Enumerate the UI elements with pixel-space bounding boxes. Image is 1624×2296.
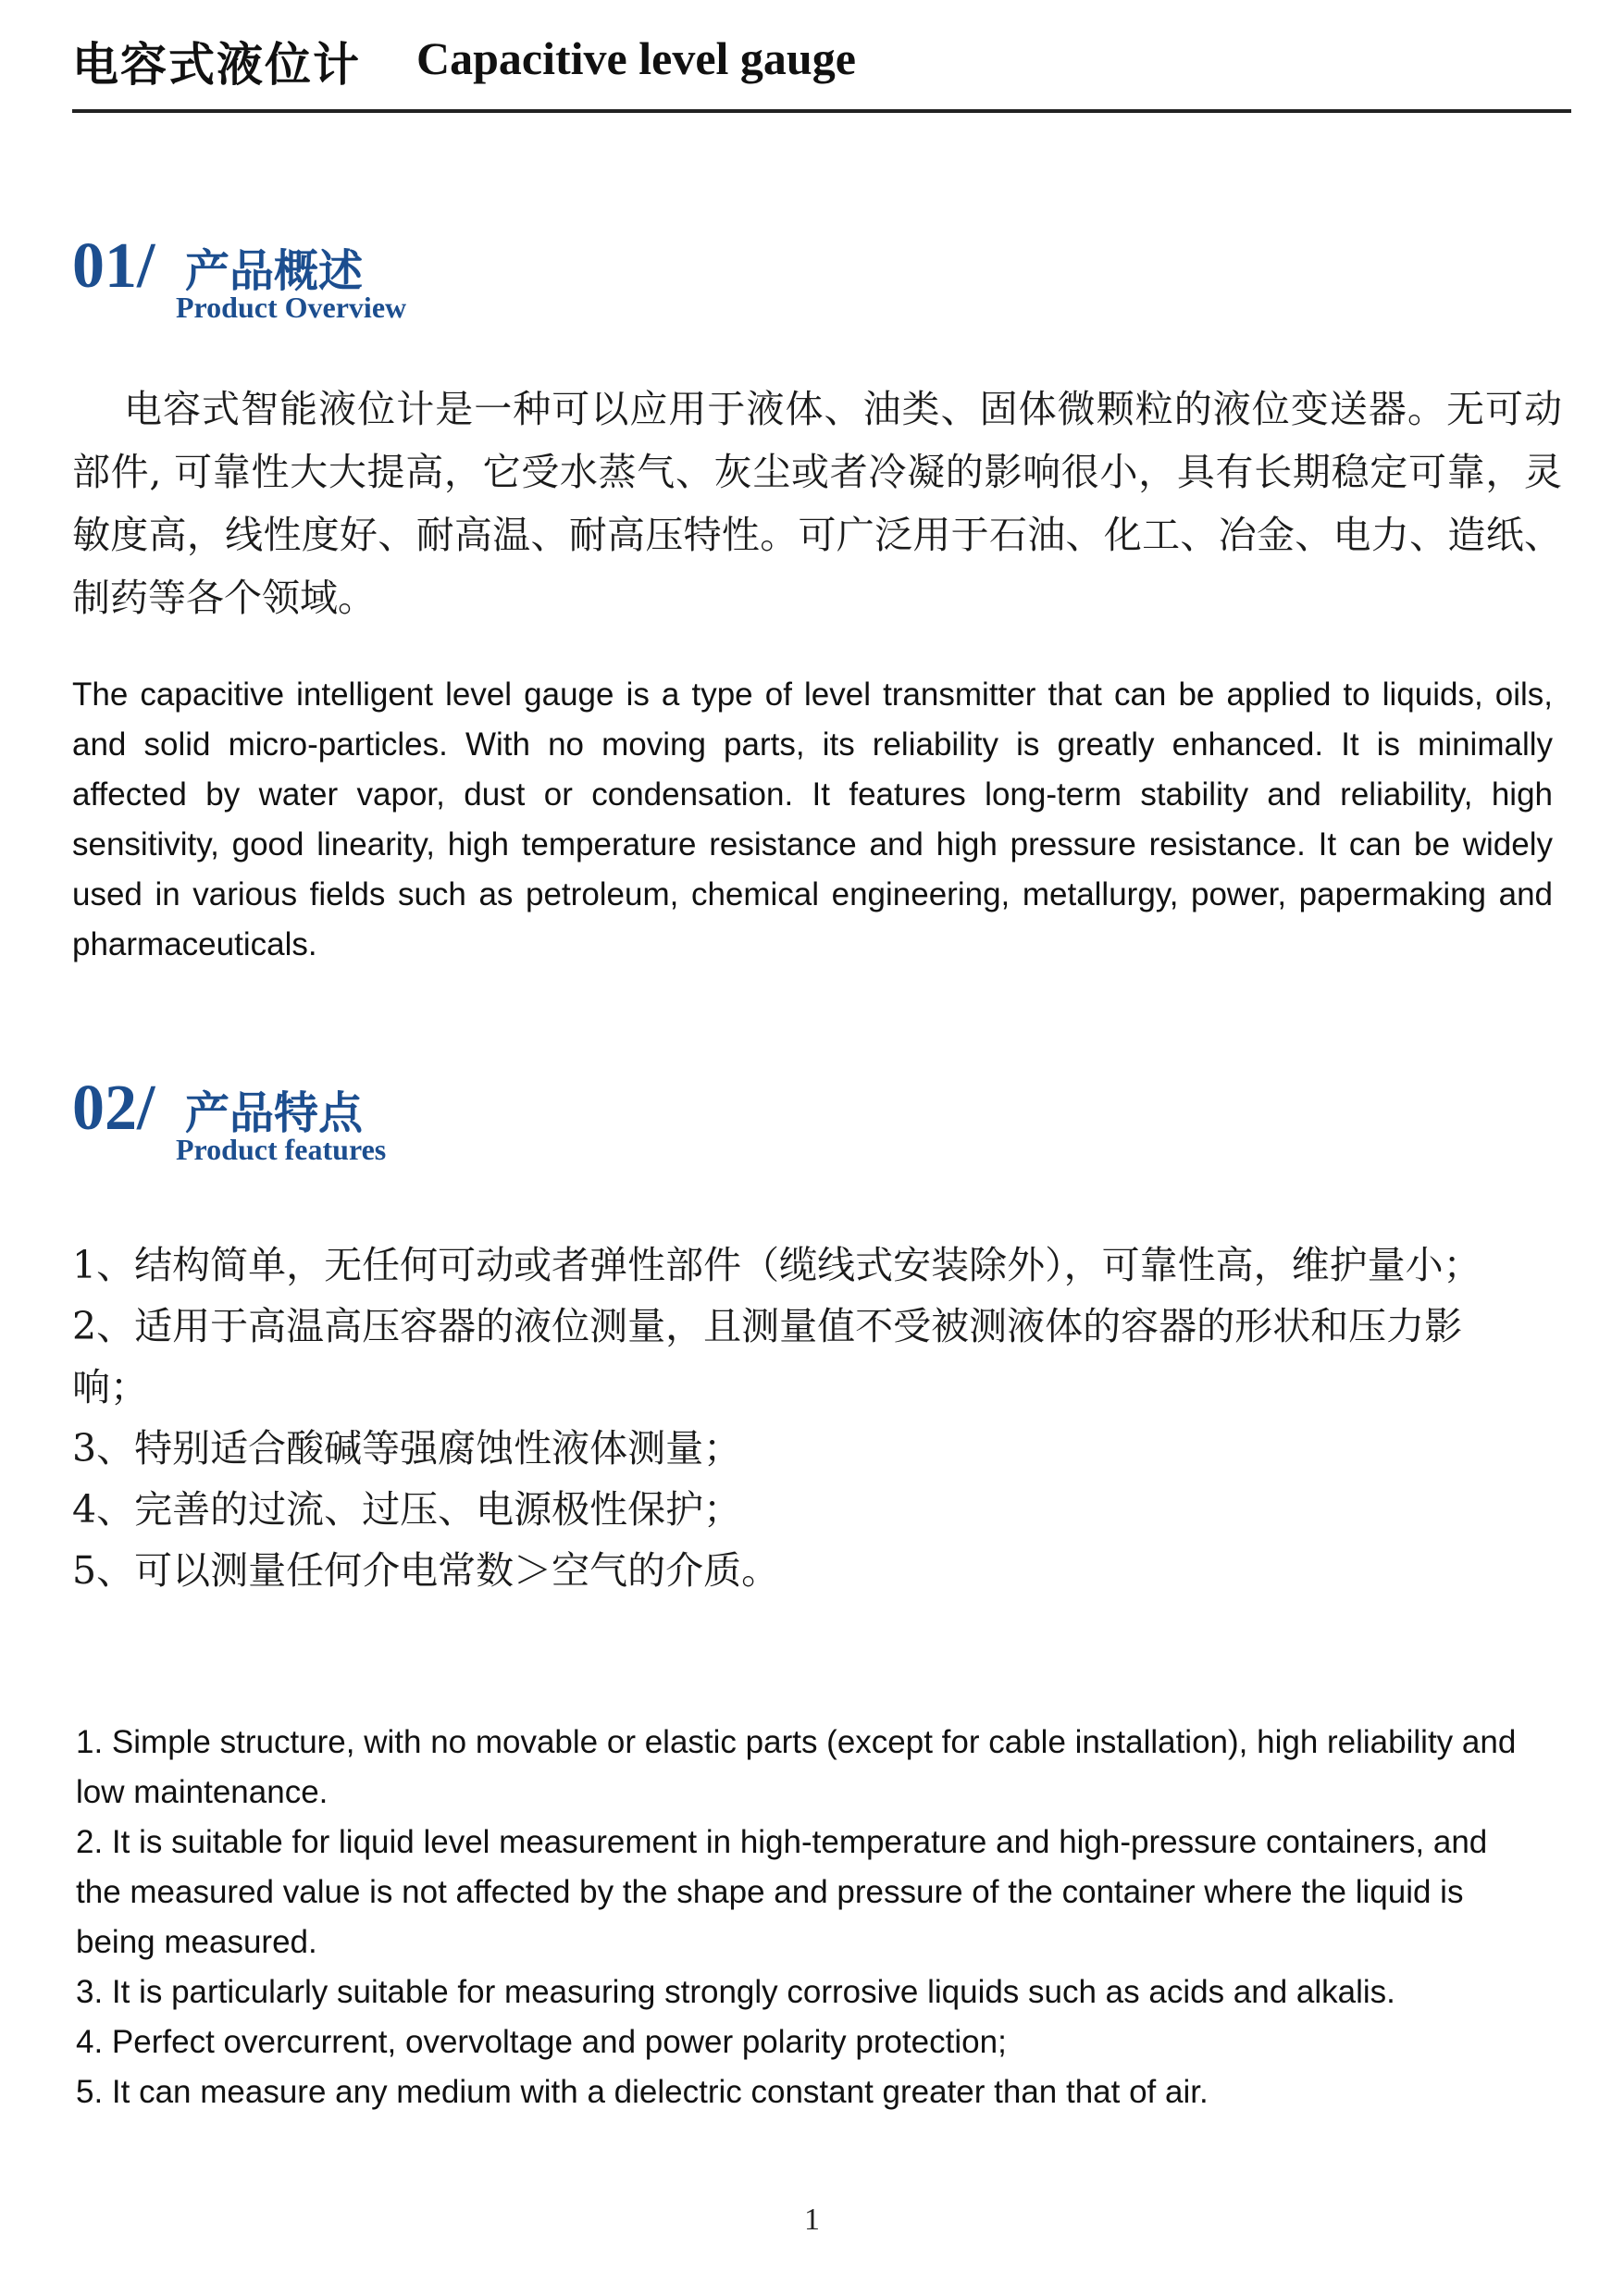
overview-paragraph-cn: 电容式智能液位计是一种可以应用于液体、油类、固体微颗粒的液位变送器。无可动部件, 可靠性大大提高，它受水蒸气、灰尘或者冷凝的影响很小，具有长期稳定可靠，灵敏度高，线性度好、耐高温、耐高压特性。可广泛用于石油、化工、冶金、电力、造纸、制药等各个领域。 bbox=[72, 387, 1562, 620]
header-divider bbox=[72, 109, 1571, 113]
feature-item-en: 2. It is suitable for liquid level measurement in high-temperature and high-pressure containers, and the measured value is not affected by the shape and pressure of the container where the liquid is being measured. bbox=[76, 1824, 1488, 1960]
feature-item-cn: 5、可以测量任何介电常数＞空气的介质。 bbox=[72, 1548, 780, 1593]
features-list-cn bbox=[72, 1235, 1562, 1601]
section-features-heading bbox=[72, 1072, 812, 1183]
section-title-cn: 产品特点 bbox=[185, 1087, 364, 1139]
page-header bbox=[72, 26, 1571, 118]
section-number: 02/ bbox=[72, 1073, 155, 1144]
page-number: 1 bbox=[804, 2203, 820, 2237]
feature-item-cn: 3、特别适合酸碱等强腐蚀性液体测量； bbox=[72, 1426, 742, 1471]
section-number: 01/ bbox=[72, 230, 155, 302]
section-overview-heading bbox=[72, 230, 812, 341]
overview-paragraph-en: The capacitive intelligent level gauge is a type of level transmitter that can be applied to liquids, oils, and solid micro-particles. With no moving parts, its reliability is greatly enhanced. It is minimally affected by water vapor, dust or condensation. It features long-term stability and reliability, high sensitivity, good linearity, high temperature resistance and high pressure resistance. It can be widely used in various fields such as petroleum, chemical engineering, metallurgy, power, papermaking and pharmaceuticals. bbox=[72, 676, 1553, 962]
section-title-cn: 产品概述 bbox=[185, 245, 364, 297]
feature-item-en: 1. Simple structure, with no movable or elastic parts (except for cable installation), high reliability and low maintenance. bbox=[76, 1724, 1517, 1810]
feature-item-cn: 4、完善的过流、过压、电源极性保护； bbox=[72, 1487, 742, 1532]
features-list-en bbox=[76, 1718, 1519, 2117]
feature-item-en: 4. Perfect overcurrent, overvoltage and power polarity protection; bbox=[76, 2024, 1007, 2060]
section-title-en: Product features bbox=[176, 1133, 387, 1166]
section-title-en: Product Overview bbox=[176, 291, 407, 324]
feature-item-en: 3. It is particularly suitable for measuring strongly corrosive liquids such as acids and alkalis. bbox=[76, 1974, 1395, 2010]
feature-item-en: 5. It can measure any medium with a dielectric constant greater than that of air. bbox=[76, 2074, 1209, 2110]
feature-item-cn: 2、适用于高温高压容器的液位测量，且测量值不受被测液体的容器的形状和压力影响； bbox=[72, 1304, 1463, 1409]
header-title-en: Capacitive level gauge bbox=[416, 32, 856, 84]
header-title-cn: 电容式液位计 bbox=[72, 37, 361, 92]
feature-item-cn: 1、结构简单，无任何可动或者弹性部件（缆线式安装除外），可靠性高，维护量小； bbox=[72, 1243, 1481, 1287]
